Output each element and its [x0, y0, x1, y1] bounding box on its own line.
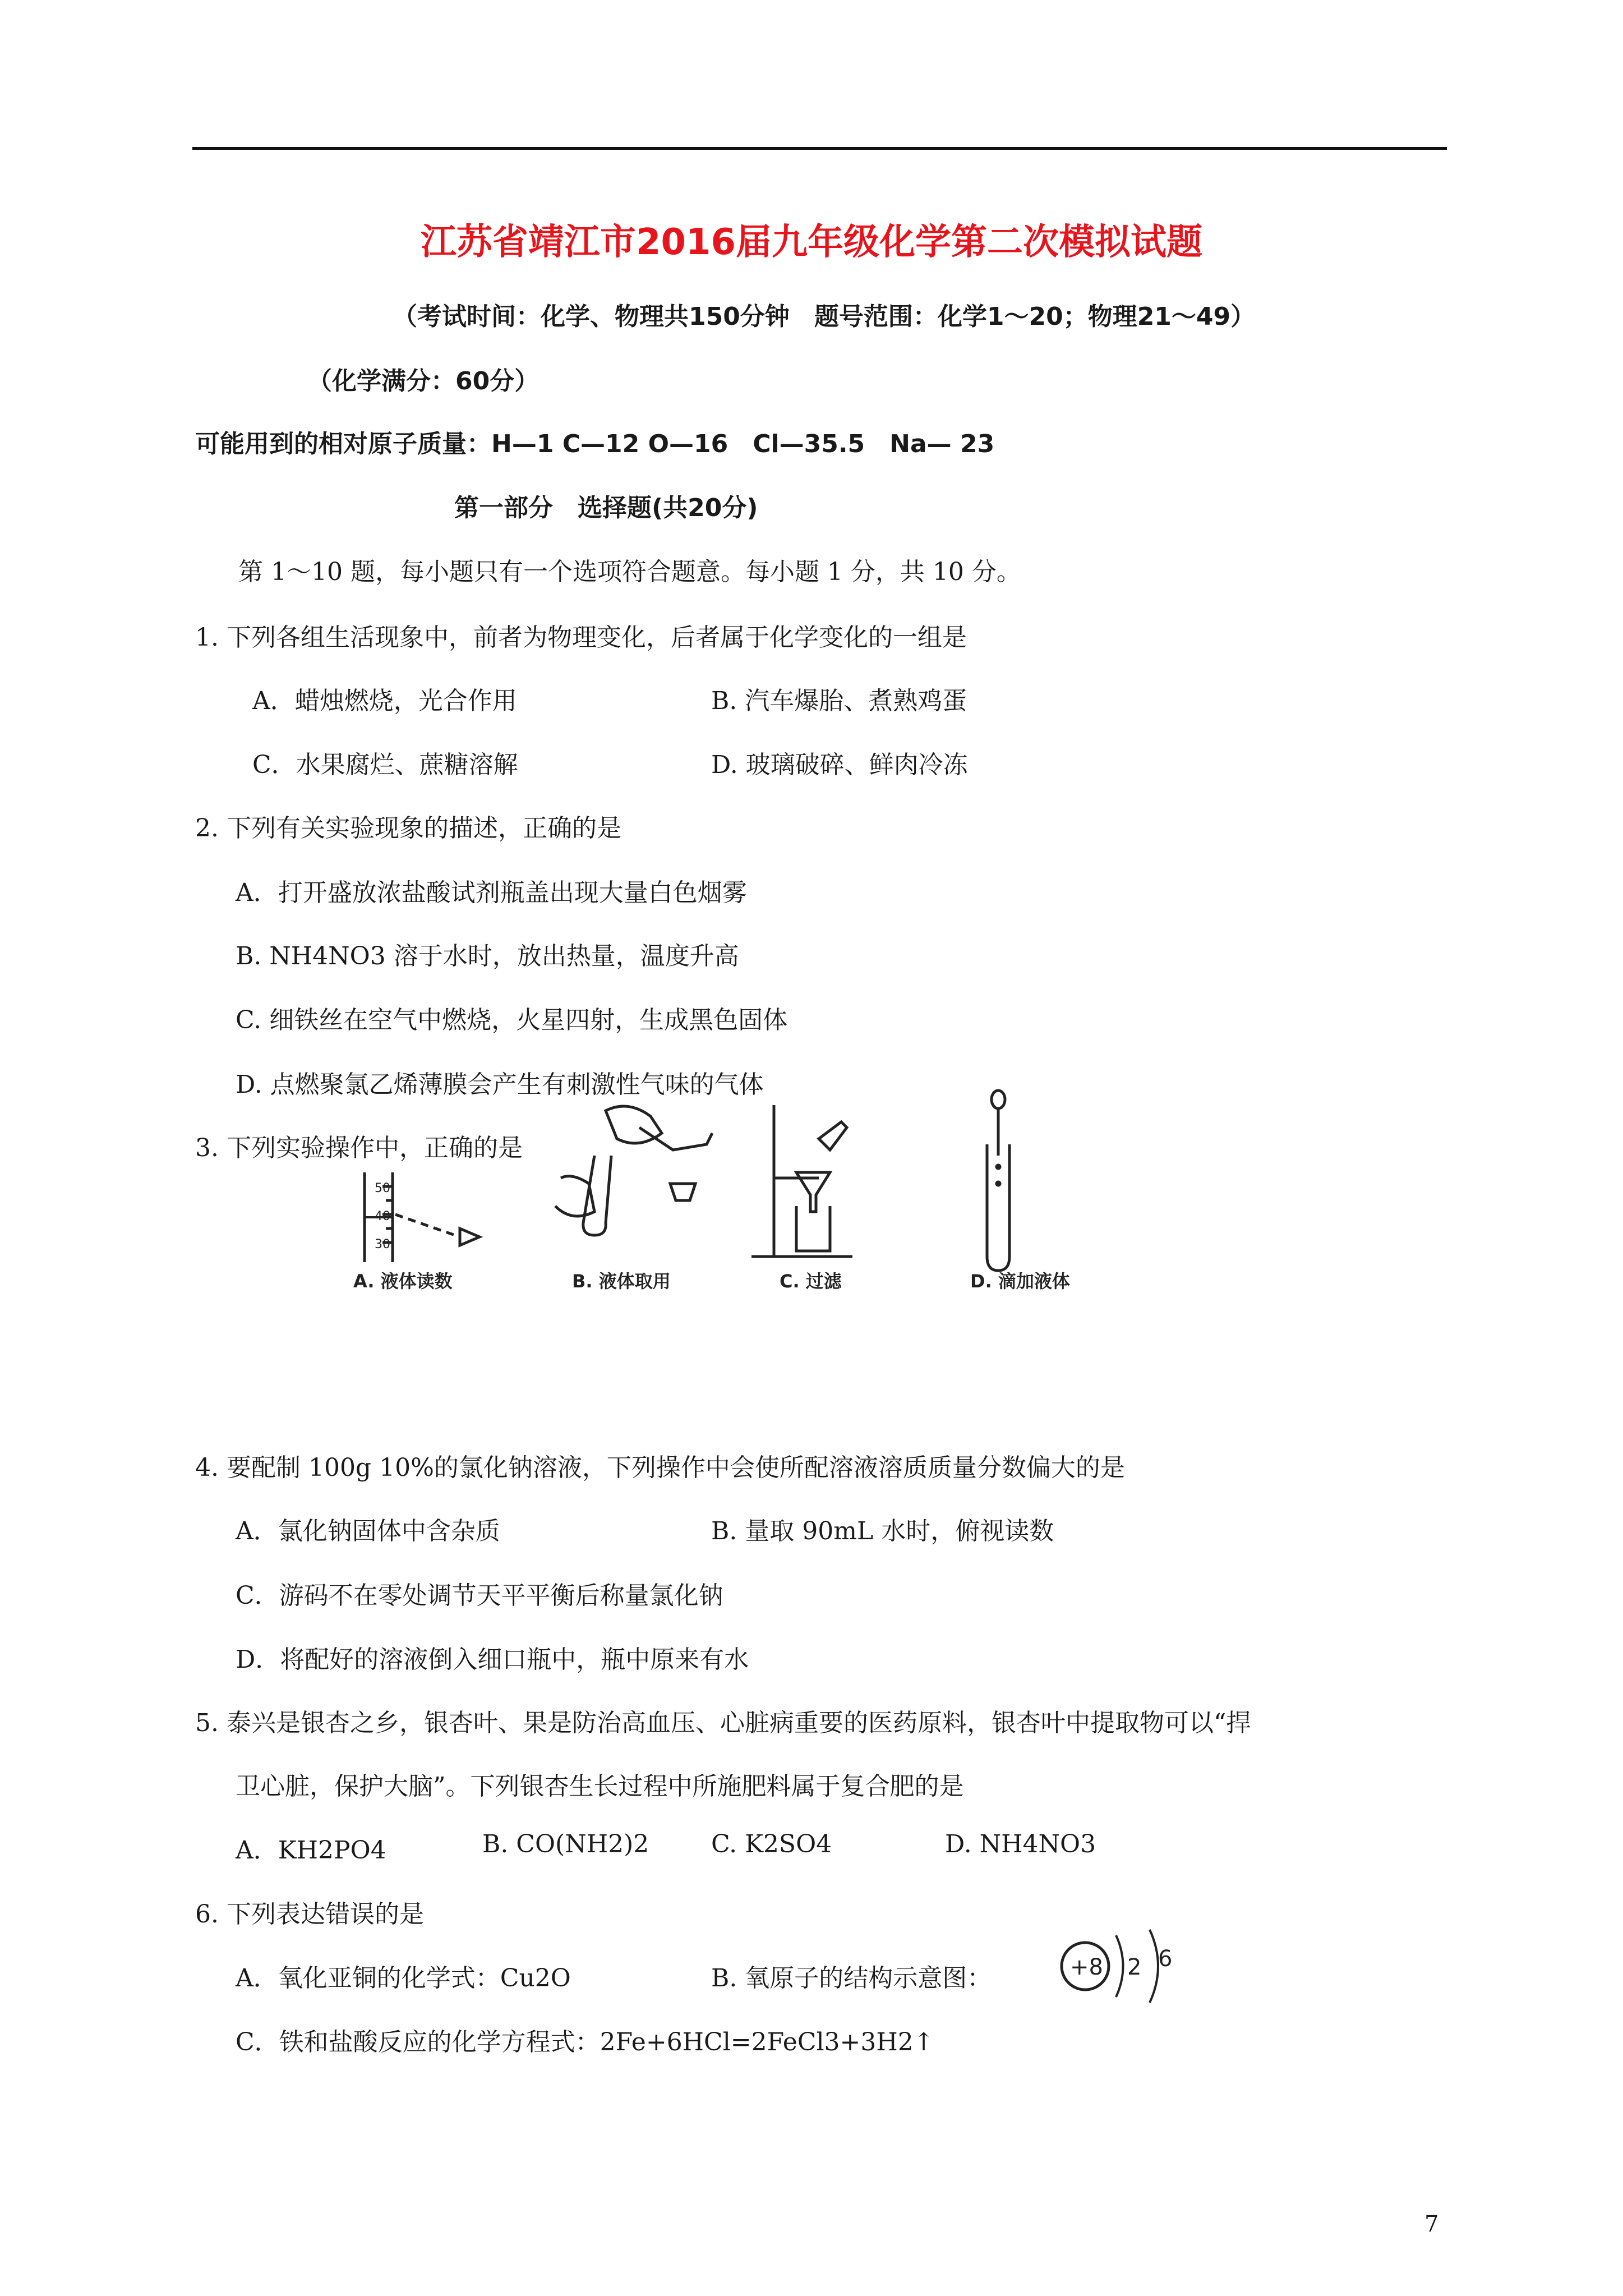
question-5-stem-line1: 5. 泰兴是银杏之乡，银杏叶、果是防治高血压、心脏病重要的医药原料，银杏叶中提取物可以“捍: [195, 1709, 1251, 1737]
question-2-option-d: D. 点燃聚氯乙烯薄膜会产生有刺激性气味的气体: [236, 1070, 764, 1099]
figure-label-a: A. 液体读数: [353, 1271, 453, 1292]
question-2-option-b: B. NH4NO3 溶于水时，放出热量，温度升高: [236, 942, 739, 970]
cylinder-tick-40: 40: [375, 1209, 390, 1223]
question-1-option-a: A．蜡烛燃烧，光合作用: [252, 687, 517, 715]
atom-nucleus-charge: +8: [1070, 1954, 1103, 1980]
question-1-option-d: D. 玻璃破碎、鲜肉冷冻: [711, 751, 968, 779]
question-6-option-a: A．氧化亚铜的化学式：Cu2O: [236, 1964, 571, 1993]
question-5-option-d: D. NH4NO3: [945, 1830, 1096, 1858]
question-1-option-b: B. 汽车爆胎、煮熟鸡蛋: [711, 687, 967, 715]
question-2-option-c: C. 细铁丝在空气中燃烧，火星四射，生成黑色固体: [236, 1006, 788, 1034]
question-5-option-c: C. K2SO4: [711, 1830, 832, 1858]
question-1-option-c: C．水果腐烂、蔗糖溶解: [252, 751, 518, 779]
shell-1-electrons: 2: [1127, 1954, 1142, 1980]
cylinder-tick-30: 30: [375, 1237, 390, 1251]
question-4-option-c: C．游码不在零处调节天平平衡后称量氯化钠: [236, 1581, 723, 1610]
exam-info: （考试时间：化学、物理共150分钟 题号范围：化学1～20；物理21～49）: [393, 302, 1256, 331]
question-6-option-c: C．铁和盐酸反应的化学方程式：2Fe+6HCl=2FeCl3+3H2↑: [236, 2028, 934, 2056]
electron-shell-1: [1116, 1935, 1123, 1997]
electron-shell-2: [1150, 1930, 1158, 2003]
section-title: 第一部分 选择题(共20分): [454, 494, 758, 522]
question-5-option-b: B. CO(NH2)2: [482, 1830, 649, 1858]
full-score: （化学满分：60分）: [307, 367, 540, 395]
header-rule: [192, 147, 1447, 150]
figure-c-filtration: [751, 1105, 852, 1257]
question-4-stem: 4. 要配制 100g 10%的氯化钠溶液，下列操作中会使所配溶液溶质质量分数偏大的是: [195, 1453, 1125, 1482]
question-4-option-d: D．将配好的溶液倒入细口瓶中，瓶中原来有水: [236, 1645, 749, 1674]
question-2-option-a: A．打开盛放浓盐酸试剂瓶盖出现大量白色烟雾: [236, 878, 747, 907]
question-6-stem: 6. 下列表达错误的是: [195, 1900, 424, 1929]
question-5-option-a: A．KH2PO4: [236, 1836, 386, 1865]
question-1-stem: 1. 下列各组生活现象中，前者为物理变化，后者属于化学变化的一组是: [195, 623, 967, 652]
question-3-stem: 3. 下列实验操作中，正确的是: [195, 1134, 523, 1162]
atomic-mass-line: 可能用到的相对原子质量：H—1 C—12 O—16 Cl—35.5 Na— 23: [195, 430, 995, 458]
cylinder-tick-50: 50: [375, 1181, 390, 1195]
question-4-option-a: A．氯化钠固体中含杂质: [236, 1517, 500, 1545]
lab-operations-figure: [348, 1088, 1150, 1313]
question-2-stem: 2. 下列有关实验现象的描述，正确的是: [195, 814, 621, 843]
figure-label-b: B. 液体取用: [572, 1271, 671, 1292]
question-5-stem-line2: 卫心脏，保护大脑”。下列银杏生长过程中所施肥料属于复合肥的是: [236, 1772, 964, 1801]
page-title: 江苏省靖江市2016届九年级化学第二次模拟试题: [420, 222, 1203, 263]
question-6-option-b: B. 氧原子的结构示意图：: [711, 1964, 992, 1993]
page-number: 7: [1424, 2211, 1439, 2237]
figure-label-d: D. 滴加液体: [970, 1271, 1070, 1292]
oxygen-atom-diagram: [1054, 1918, 1189, 2014]
figure-label-c: C. 过滤: [780, 1271, 842, 1292]
figure-d-dropper: [987, 1091, 1009, 1271]
section-instruction: 第 1～10 题，每小题只有一个选项符合题意。每小题 1 分，共 10 分。: [238, 558, 1021, 586]
question-4-option-b: B. 量取 90mL 水时，俯视读数: [711, 1517, 1054, 1545]
figure-b-pouring: [555, 1106, 712, 1235]
shell-2-electrons: 6: [1158, 1946, 1173, 1972]
